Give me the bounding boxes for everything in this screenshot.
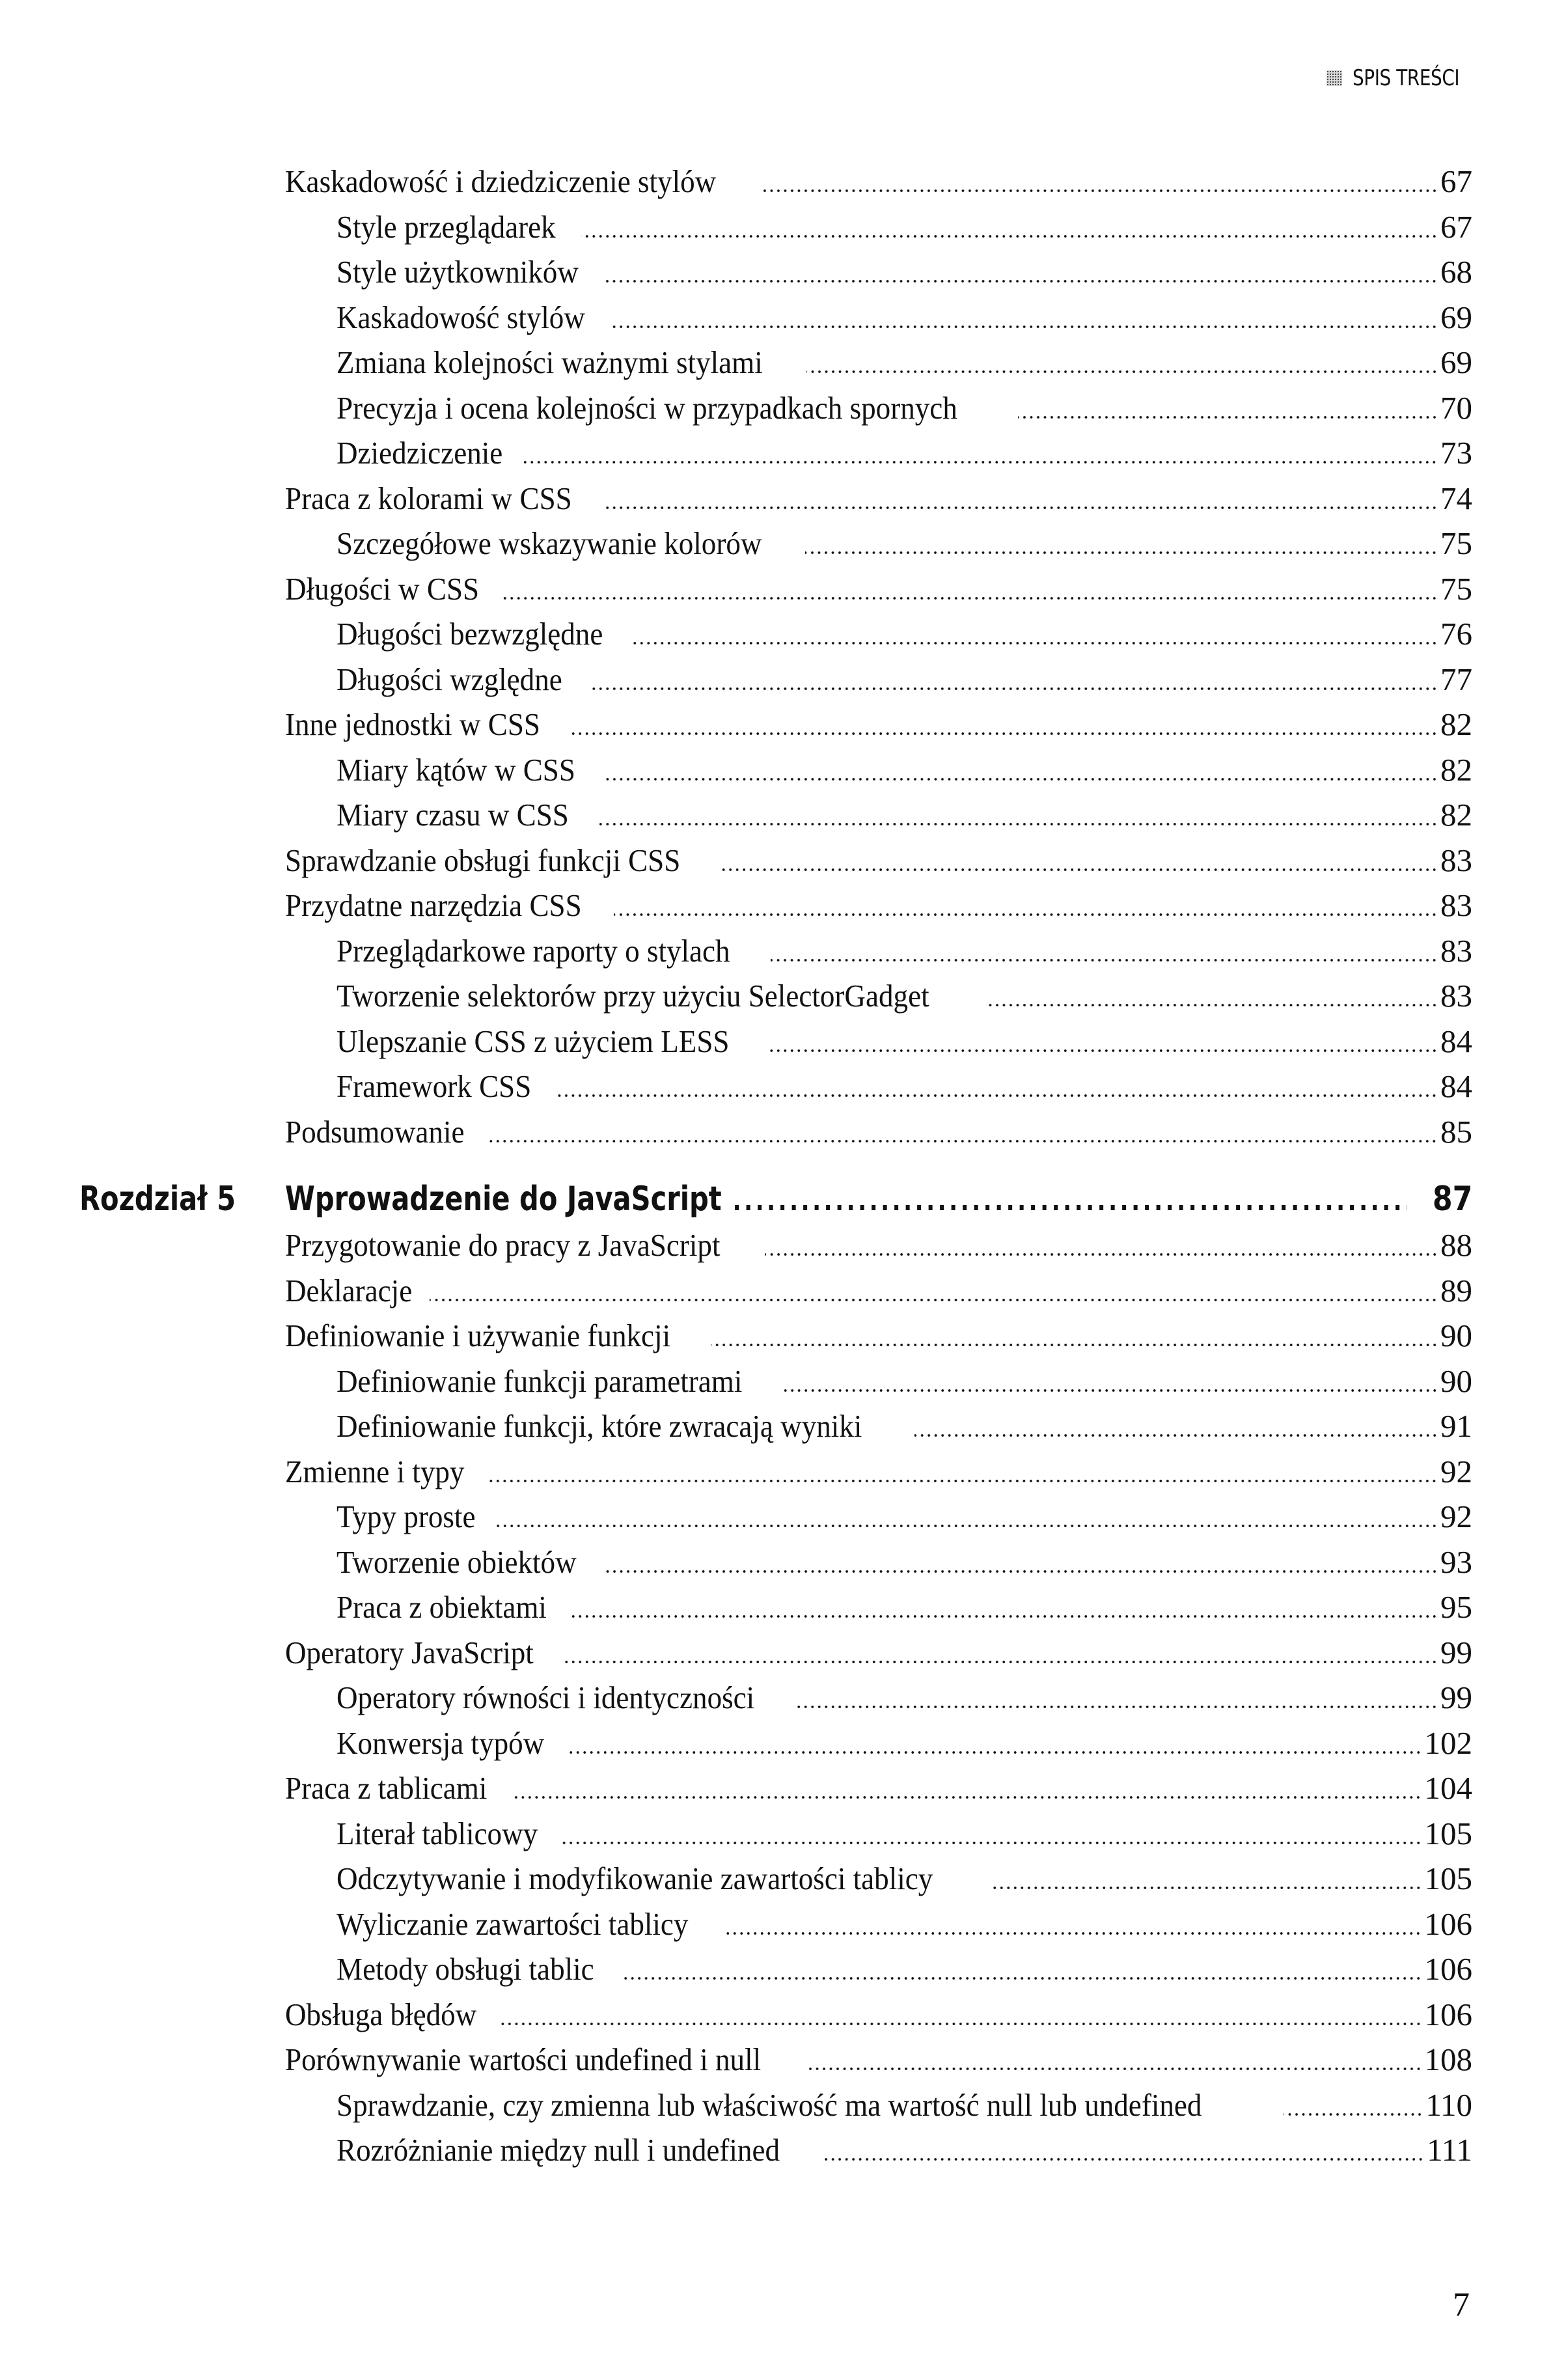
toc-entry-page: 102 xyxy=(1424,1724,1472,1761)
toc-entry[interactable] xyxy=(0,1814,1553,1860)
dot-leader xyxy=(914,1434,1438,1437)
toc-entry-title: Operatory równości i identyczności xyxy=(337,1680,755,1715)
dot-leader xyxy=(797,1706,1438,1708)
toc-entry[interactable] xyxy=(0,162,1553,208)
dot-leader xyxy=(711,1344,1438,1346)
toc-entry-page: 89 xyxy=(1440,1272,1472,1308)
toc-entry-page: 75 xyxy=(1440,525,1472,561)
toc-entry[interactable] xyxy=(0,1995,1553,2041)
toc-entry[interactable] xyxy=(0,1905,1553,1950)
toc-entry[interactable] xyxy=(0,343,1553,389)
dot-leader xyxy=(500,2023,1422,2025)
toc-entry-title: Style przeglądarek xyxy=(337,208,556,245)
toc-entry-title: Zmiana kolejności ważnymi stylami xyxy=(337,344,763,380)
toc-entry-page: 111 xyxy=(1427,2132,1472,2168)
toc-entry[interactable] xyxy=(0,1950,1553,1995)
toc-entry[interactable] xyxy=(0,434,1553,479)
toc-entry-page: 83 xyxy=(1440,842,1472,878)
toc-entry-page: 68 xyxy=(1440,254,1472,290)
toc-entry[interactable] xyxy=(0,570,1553,615)
toc-entry-page: 88 xyxy=(1440,1227,1472,1263)
toc-entry-page: 75 xyxy=(1440,570,1472,607)
toc-entry-title: Przeglądarkowe raporty o stylach xyxy=(337,932,730,969)
toc-entry[interactable] xyxy=(0,796,1553,841)
toc-entry-page: 82 xyxy=(1440,706,1472,742)
toc-entry-page: 67 xyxy=(1440,208,1472,245)
dot-leader xyxy=(987,1004,1438,1006)
dot-leader xyxy=(806,370,1438,373)
toc-entry-title: Rozróżnianie między null i undefined xyxy=(337,2132,780,2168)
toc-entry-title: Zmienne i typy xyxy=(285,1453,465,1489)
toc-entry-title: Definiowanie funkcji parametrami xyxy=(337,1363,743,1399)
toc-entry-page: 90 xyxy=(1440,1318,1472,1353)
toc-entry-page: 83 xyxy=(1440,887,1472,923)
toc-entry-title: Tworzenie obiektów xyxy=(337,1543,577,1580)
toc-entry-page: 73 xyxy=(1440,435,1472,471)
toc-entry-page: 108 xyxy=(1424,2041,1472,2077)
toc-entry-title: Kaskadowość i dziedziczenie stylów xyxy=(285,163,717,199)
dot-leader xyxy=(603,506,1438,509)
toc-entry[interactable] xyxy=(0,660,1553,706)
dot-leader xyxy=(430,1299,1438,1301)
toc-entry[interactable] xyxy=(0,751,1553,796)
toc-entry-page: 84 xyxy=(1440,1023,1472,1059)
toc-entry-page: 104 xyxy=(1424,1770,1472,1806)
toc-entry-title: Sprawdzanie obsługi funkcji CSS xyxy=(285,842,681,878)
toc-entry[interactable] xyxy=(0,1362,1553,1407)
toc-entry-page: 92 xyxy=(1440,1499,1472,1534)
dot-leader xyxy=(728,1205,1407,1210)
dot-leader xyxy=(633,642,1438,644)
toc-entry-page: 82 xyxy=(1440,797,1472,833)
toc-entry[interactable] xyxy=(0,1633,1553,1679)
toc-entry-title: Miary czasu w CSS xyxy=(337,797,569,833)
running-header xyxy=(1326,65,1483,91)
halftone-square-icon xyxy=(1326,70,1342,86)
dot-leader xyxy=(809,2068,1422,2070)
toc-entry-page: 110 xyxy=(1425,2086,1472,2123)
toc-entry-title: Kaskadowość stylów xyxy=(337,299,585,335)
toc-entry[interactable] xyxy=(0,705,1553,751)
dot-leader xyxy=(613,325,1438,328)
dot-leader xyxy=(486,1140,1438,1142)
dot-leader xyxy=(588,687,1438,690)
toc-entry-title: Długości w CSS xyxy=(285,570,480,607)
toc-entry-title: Operatory JavaScript xyxy=(285,1634,534,1670)
toc-entry-page: 106 xyxy=(1424,1951,1472,1987)
toc-entry[interactable] xyxy=(0,1407,1553,1452)
toc-entry[interactable] xyxy=(0,298,1553,344)
toc-entry-title: Długości względne xyxy=(337,661,562,697)
chapter-heading-row[interactable] xyxy=(0,1180,1553,1225)
dot-leader xyxy=(511,1796,1422,1799)
toc-entry-title: Dziedziczenie xyxy=(337,435,503,471)
toc-entry-title: Tworzenie selektorów przy użyciu SelectorGadget xyxy=(337,978,929,1014)
toc-entry-title: Przydatne narzędzia CSS xyxy=(285,887,582,923)
toc-entry[interactable] xyxy=(0,886,1553,932)
dot-leader xyxy=(991,1887,1422,1889)
dot-leader xyxy=(770,1049,1438,1052)
toc-entry-title: Praca z obiektami xyxy=(337,1589,547,1625)
dot-leader xyxy=(784,1389,1438,1392)
toc-entry-title: Inne jednostki w CSS xyxy=(285,706,540,742)
dot-leader xyxy=(569,1751,1422,1754)
toc-entry[interactable] xyxy=(0,1226,1553,1271)
dot-leader xyxy=(555,1094,1438,1097)
toc-entry[interactable] xyxy=(0,479,1553,525)
toc-entry-page: 70 xyxy=(1440,389,1472,426)
toc-entry[interactable] xyxy=(0,2086,1553,2131)
toc-entry-page: 83 xyxy=(1440,978,1472,1014)
toc-entry-title: Precyzja i ocena kolejności w przypadkach spornych xyxy=(337,389,957,426)
toc-entry-title: Miary kątów w CSS xyxy=(337,751,575,788)
toc-entry[interactable] xyxy=(0,1022,1553,1068)
toc-entry-page: 82 xyxy=(1440,751,1472,788)
toc-entry-title: Praca z tablicami xyxy=(285,1770,488,1806)
toc-entry-title: Style użytkowników xyxy=(337,254,579,290)
toc-entry[interactable] xyxy=(0,841,1553,887)
toc-entry-page: 69 xyxy=(1440,299,1472,335)
dot-leader xyxy=(502,597,1438,600)
toc-entry[interactable] xyxy=(0,1724,1553,1769)
toc-entry-title: Deklaracje xyxy=(285,1272,413,1308)
dot-leader xyxy=(623,1977,1422,1980)
dot-leader xyxy=(825,2158,1424,2161)
toc-entry[interactable] xyxy=(0,1316,1553,1362)
toc-entry-page: 106 xyxy=(1424,1996,1472,2032)
toc-entry[interactable] xyxy=(0,1588,1553,1633)
toc-entry-title: Podsumowanie xyxy=(285,1113,465,1150)
toc-entry-title: Sprawdzanie, czy zmienna lub właściwość ma wartość null lub undefined xyxy=(337,2086,1202,2123)
toc-entry[interactable] xyxy=(0,1859,1553,1905)
dot-leader xyxy=(571,1615,1438,1618)
toc-entry[interactable] xyxy=(0,615,1553,660)
running-header-title: SPIS TREŚCI xyxy=(1353,65,1460,91)
toc-entry-page: 92 xyxy=(1440,1453,1472,1489)
toc-entry-title: Definiowanie i używanie funkcji xyxy=(285,1318,671,1353)
toc-entry[interactable] xyxy=(0,389,1553,434)
toc-entry-title: Wyliczanie zawartości tablicy xyxy=(337,1905,689,1942)
dot-leader xyxy=(603,778,1438,781)
toc-entry[interactable] xyxy=(0,253,1553,298)
dot-leader xyxy=(562,1661,1438,1663)
toc-entry-page: 105 xyxy=(1424,1861,1472,1896)
dot-leader xyxy=(604,1570,1438,1573)
toc-entry-page: 99 xyxy=(1440,1634,1472,1670)
toc-entry-title: Metody obsługi tablic xyxy=(337,1951,594,1987)
toc-entry[interactable] xyxy=(0,1678,1553,1724)
toc-entry-title: Typy proste xyxy=(337,1499,476,1534)
toc-entry[interactable] xyxy=(0,1271,1553,1317)
toc-entry-page: 76 xyxy=(1440,616,1472,652)
toc-entry-page: 74 xyxy=(1440,480,1472,516)
toc-entry-page: 93 xyxy=(1440,1543,1472,1580)
toc-entry-page: 84 xyxy=(1440,1068,1472,1104)
toc-entry-page: 99 xyxy=(1440,1680,1472,1715)
dot-leader xyxy=(760,189,1438,192)
dot-leader xyxy=(1018,416,1438,419)
toc-entry-page: 69 xyxy=(1440,344,1472,380)
toc-entry-title: Porównywanie wartości undefined i null xyxy=(285,2041,762,2077)
dot-leader xyxy=(596,823,1438,825)
toc-entry[interactable] xyxy=(0,2040,1553,2086)
toc-entry[interactable] xyxy=(0,1113,1553,1158)
toc-entry-title: Szczegółowe wskazywanie kolorów xyxy=(337,525,762,561)
toc-entry[interactable] xyxy=(0,976,1553,1022)
toc-entry-title: Długości bezwzględne xyxy=(337,616,603,652)
toc-entry-title: Ulepszanie CSS z użyciem LESS xyxy=(337,1023,730,1059)
toc-entry-title: Literał tablicowy xyxy=(337,1815,538,1851)
toc-entry-page: 106 xyxy=(1424,1905,1472,1942)
toc-entry-page: 95 xyxy=(1440,1589,1472,1625)
dot-leader xyxy=(1284,2113,1423,2116)
toc-entry[interactable] xyxy=(0,1497,1553,1543)
dot-leader xyxy=(569,732,1438,735)
toc-entry[interactable] xyxy=(0,208,1553,253)
toc-entry[interactable] xyxy=(0,932,1553,977)
toc-entry-title: Odczytywanie i modyfikowanie zawartości tablicy xyxy=(337,1861,933,1896)
dot-leader xyxy=(771,959,1438,962)
dot-leader xyxy=(494,1525,1438,1527)
page-number: 7 xyxy=(1453,2286,1470,2323)
toc-entry-page: 105 xyxy=(1424,1815,1472,1851)
toc-entry[interactable] xyxy=(0,1543,1553,1588)
toc-entry-title: Praca z kolorami w CSS xyxy=(285,480,572,516)
dot-leader xyxy=(486,1480,1438,1482)
chapter-number-label: Rozdział 5 xyxy=(79,1180,236,1219)
toc-entry[interactable] xyxy=(0,1769,1553,1814)
dot-leader xyxy=(765,1253,1438,1256)
toc-entry-title: Framework CSS xyxy=(337,1068,532,1104)
toc-entry-page: 90 xyxy=(1440,1363,1472,1399)
chapter-page-number: 87 xyxy=(1432,1180,1472,1219)
dot-leader xyxy=(523,461,1438,464)
toc-entry-page: 67 xyxy=(1440,163,1472,199)
toc-entry-page: 91 xyxy=(1440,1408,1472,1444)
toc-entry-title: Obsługa błędów xyxy=(285,1996,477,2032)
dot-leader xyxy=(562,1842,1422,1844)
toc-entry[interactable] xyxy=(0,2131,1553,2176)
chapter-title: Wprowadzenie do JavaScript xyxy=(285,1180,722,1219)
dot-leader xyxy=(606,280,1438,283)
toc-entry-page: 77 xyxy=(1440,661,1472,697)
toc-entry[interactable] xyxy=(0,1452,1553,1498)
toc-entry[interactable] xyxy=(0,524,1553,570)
toc-entry-title: Definiowanie funkcji, które zwracają wyniki xyxy=(337,1408,862,1444)
toc-entry-page: 85 xyxy=(1440,1113,1472,1150)
dot-leader xyxy=(725,1932,1422,1935)
dot-leader xyxy=(805,551,1438,554)
toc-entry-title: Przygotowanie do pracy z JavaScript xyxy=(285,1227,721,1263)
dot-leader xyxy=(581,235,1438,238)
toc-entry-title: Konwersja typów xyxy=(337,1724,545,1761)
toc-entry-page: 83 xyxy=(1440,932,1472,969)
toc-entry[interactable] xyxy=(0,1067,1553,1113)
dot-leader xyxy=(614,913,1438,916)
dot-leader xyxy=(721,868,1438,871)
